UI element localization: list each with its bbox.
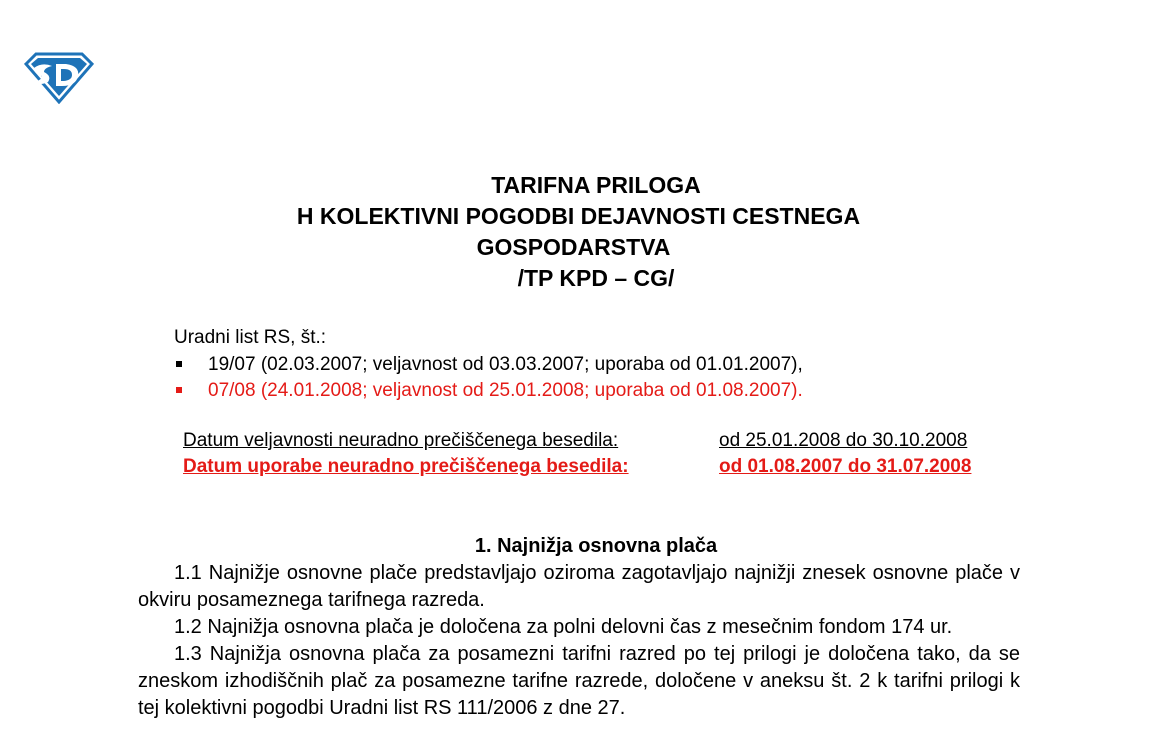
datum-uporabe-label: Datum uporabe neuradno prečiščenega besedila: (183, 456, 629, 477)
title-line-3: GOSPODARSTVA (476, 234, 671, 260)
list-item-text: 19/07 (02.03.2007; veljavnost od 03.03.2007; uporaba od 01.01.2007), (208, 354, 803, 375)
bullet-icon (176, 361, 182, 367)
section-title-text: 1. Najnižja osnovna plača (474, 535, 718, 557)
document-title (0, 170, 1157, 294)
datum-veljavnosti-value: od 25.01.2008 do 30.10.2008 (719, 430, 968, 451)
datum-veljavnosti-label: Datum veljavnosti neuradno prečiščenega besedila: (183, 430, 619, 451)
datum-uporabe-value: od 01.08.2007 do 31.07.2008 (719, 456, 972, 477)
section-body (138, 560, 1020, 722)
list-item-text: 07/08 (24.01.2008; veljavnost od 25.01.2008; uporaba od 01.08.2007). (208, 380, 803, 401)
title-line-4: /TP KPD – CG/ (517, 265, 675, 291)
paragraph-1-2: 1.2 Najnižja osnovna plača je določena za polni delovni čas z mesečnim fondom 174 ur. (174, 616, 953, 638)
list-item (174, 378, 803, 404)
section-title (0, 535, 1157, 558)
title-line-1: TARIFNA PRILOGA (491, 172, 701, 198)
logo-icon (22, 50, 96, 104)
paragraph-1-1: 1.1 Najnižje osnovne plače predstavljajo oziroma zagotavljajo najnižji znesek osnovne plače v okviru posameznega tarifnega razreda. (138, 562, 1020, 611)
list-item (174, 352, 803, 378)
title-line-2: H KOLEKTIVNI POGODBI DEJAVNOSTI CESTNEGA (296, 203, 861, 229)
bullet-icon (176, 387, 182, 393)
uradni-list-items (174, 352, 803, 404)
uradni-list-label: Uradni list RS, št.: (174, 327, 327, 348)
paragraph-1-3: 1.3 Najnižja osnovna plača za posamezni tarifni razred po tej prilogi je določena tako, da se zneskom izhodiščnih plač za posamezne tarifne razrede, določene v aneksu št. 2 k tarifni prilogi k tej kolektivni pogodbi Uradni list RS 111/2006 z dne 27. (138, 643, 1020, 719)
